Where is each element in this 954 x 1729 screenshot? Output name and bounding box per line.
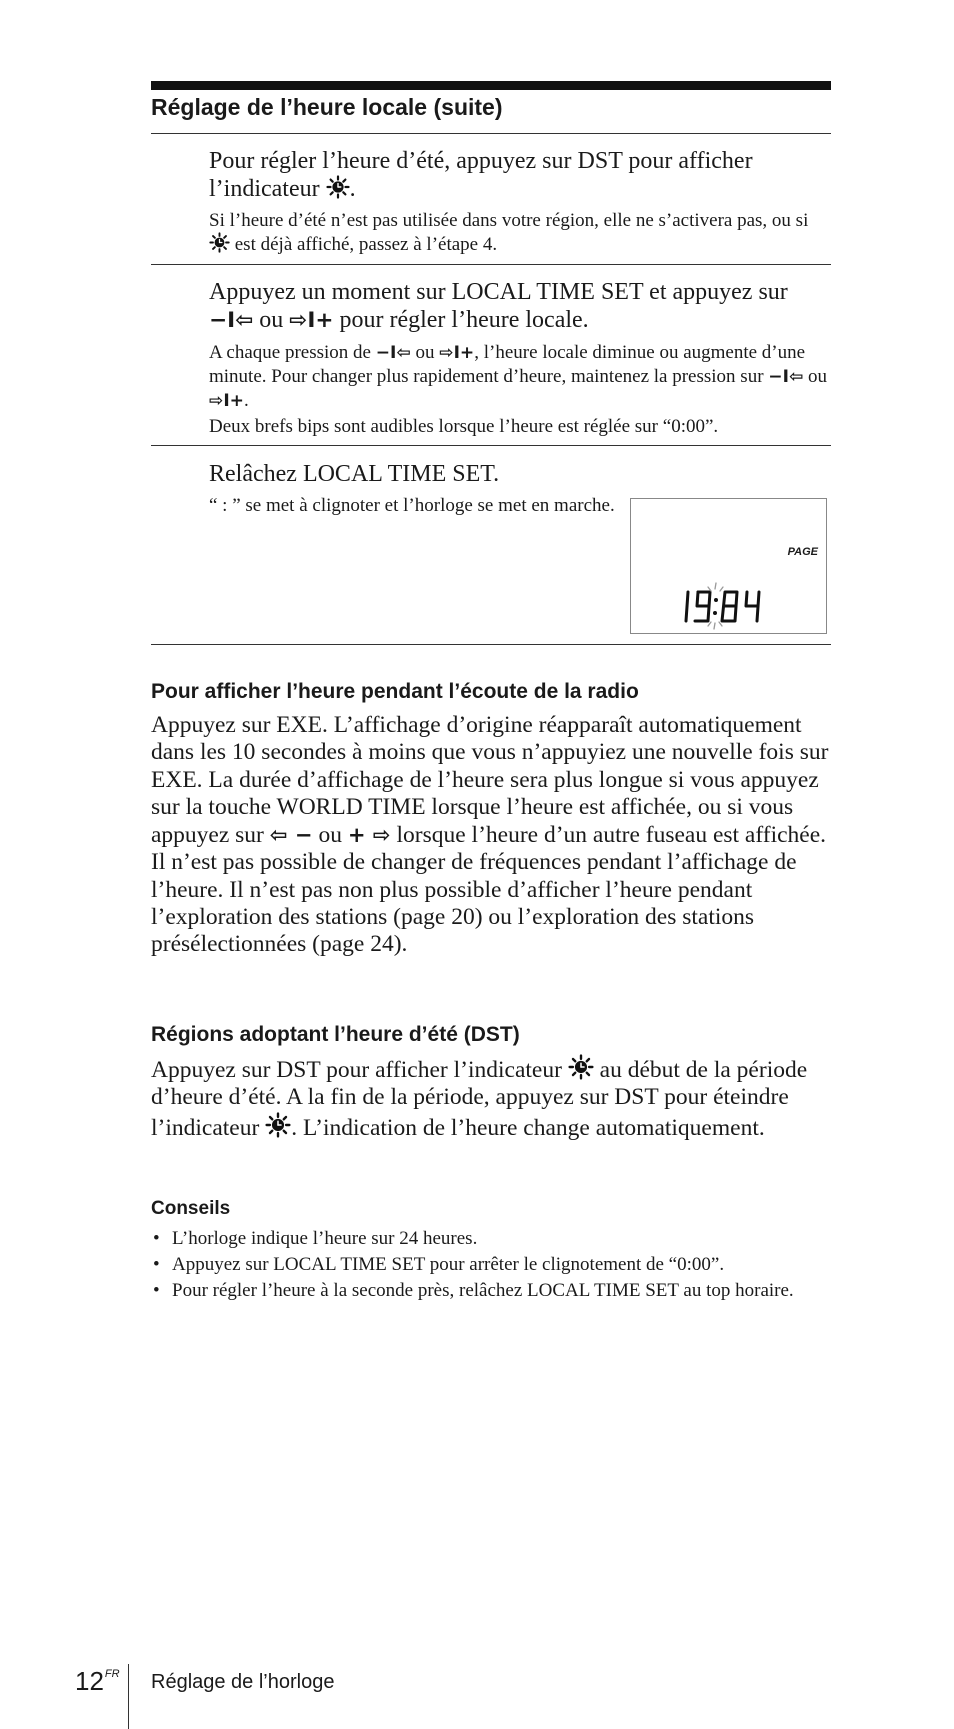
sun-clock-icon — [265, 1112, 291, 1138]
step-text: Appuyez un moment sur LOCAL TIME SET et appuyez sur — [209, 279, 788, 305]
divider — [151, 445, 831, 446]
footer-divider — [128, 1664, 129, 1729]
step-instruction: Relâchez LOCAL TIME SET. — [209, 461, 500, 487]
section-paragraph — [151, 712, 841, 959]
section-heading: Pour afficher l’heure pendant l’écoute de la radio — [151, 680, 639, 703]
step-text: Pour régler l’heure d’été, appuyez sur DST pour afficher l’indicateur — [209, 148, 753, 202]
note-text: ou — [410, 342, 440, 363]
note-text: , l’heure locale diminue ou augmente d’une minute. Pour changer plus rapidement d’heure, maintenez la pression sur — [209, 342, 806, 387]
paragraph-text: lorsque l’heure d’un autre fuseau est affichée. Il n’est pas possible de changer de fréquences pendant l’affichage de l’heure. Il n’est pas non plus possible d’afficher l’heure pendant l’exploration des stations (page 20) ou l’exploration des stations présélectionnées (page 24). — [151, 822, 827, 958]
lcd-display-illustration — [630, 498, 827, 634]
note-text: A chaque pression de — [209, 342, 376, 363]
divider — [151, 133, 831, 134]
step-text: pour régler l’heure locale. — [333, 307, 589, 333]
page-number — [75, 1666, 120, 1697]
step-note — [209, 341, 831, 413]
paragraph-text: au début de la période d’heure d’été. A la fin de la période, appuyez sur DST pour éteindre l’indicateur — [151, 1057, 808, 1141]
tips-heading: Conseils — [151, 1198, 231, 1219]
list-item: • Pour régler l’heure à la seconde près, relâchez LOCAL TIME SET au top horaire. — [151, 1280, 831, 1302]
step-3 — [209, 460, 619, 517]
step-note: “ : ” se met à clignoter et l’horloge se met en marche. — [209, 495, 615, 516]
lcd-page-label: PAGE — [787, 546, 818, 558]
section-heading: Régions adoptant l’heure d’été (DST) — [151, 1023, 520, 1046]
minus-key-label: ⇦ − — [269, 822, 313, 848]
page-number-value: 12 — [75, 1666, 104, 1696]
tips-list — [151, 1228, 831, 1306]
sun-clock-icon — [326, 175, 350, 199]
list-item: • L’horloge indique l’heure sur 24 heures. — [151, 1228, 831, 1250]
sun-clock-icon — [209, 232, 230, 253]
language-code: FR — [104, 1668, 120, 1680]
minus-key-label: −I⇦ — [375, 343, 411, 363]
sun-clock-icon — [568, 1054, 594, 1080]
divider — [151, 644, 831, 645]
step-instruction — [209, 147, 831, 203]
step-1 — [209, 147, 831, 256]
plus-key-label: ⇨I+ — [439, 343, 475, 363]
page-title: Réglage de l’heure locale (suite) — [151, 94, 503, 120]
paragraph-text: Appuyez sur EXE. L’affichage d’origine réapparaît automatiquement dans les 10 secondes à moins que vous n’appuyiez une nouvelle fois sur EXE. La durée d’affichage de l’heure sera plus longue si vous appuyez sur la touche WORLD TIME lorsque l’heure est affichée, ou si vous appuyez sur — [151, 712, 829, 849]
paragraph-text: ou — [312, 822, 348, 849]
paragraph-text: . L’indication de l’heure change automatiquement. — [291, 1114, 765, 1141]
step-note — [209, 209, 831, 256]
step-2 — [209, 278, 831, 438]
header-bar — [151, 81, 831, 90]
footer-section-label: Réglage de l’horloge — [151, 1671, 335, 1693]
note-text: ou — [803, 366, 828, 387]
step-note: Deux brefs bips sont audibles lorsque l’heure est réglée sur “0:00”. — [209, 416, 719, 437]
paragraph-text: Appuyez sur DST pour afficher l’indicateur — [151, 1057, 568, 1083]
list-item: • Appuyez sur LOCAL TIME SET pour arrêter le clignotement de “0:00”. — [151, 1254, 831, 1276]
step-text: ou — [253, 307, 290, 333]
step-instruction — [209, 278, 831, 335]
minus-key-label: −I⇦ — [768, 367, 804, 387]
plus-key-label: ⇨I+ — [209, 391, 245, 411]
note-text: est déjà affiché, passez à l’étape 4. — [230, 234, 498, 255]
section-paragraph — [151, 1054, 841, 1142]
lcd-time-digits — [681, 581, 771, 631]
minus-key-label: −I⇦ — [209, 308, 254, 333]
plus-key-label: + ⇨ — [347, 822, 391, 848]
plus-key-label: ⇨I+ — [289, 308, 334, 333]
divider — [151, 264, 831, 265]
step-text: . — [349, 176, 356, 202]
note-text: . — [244, 390, 249, 411]
note-text: Si l’heure d’été n’est pas utilisée dans votre région, elle ne s’activera pas, ou si — [209, 210, 809, 231]
